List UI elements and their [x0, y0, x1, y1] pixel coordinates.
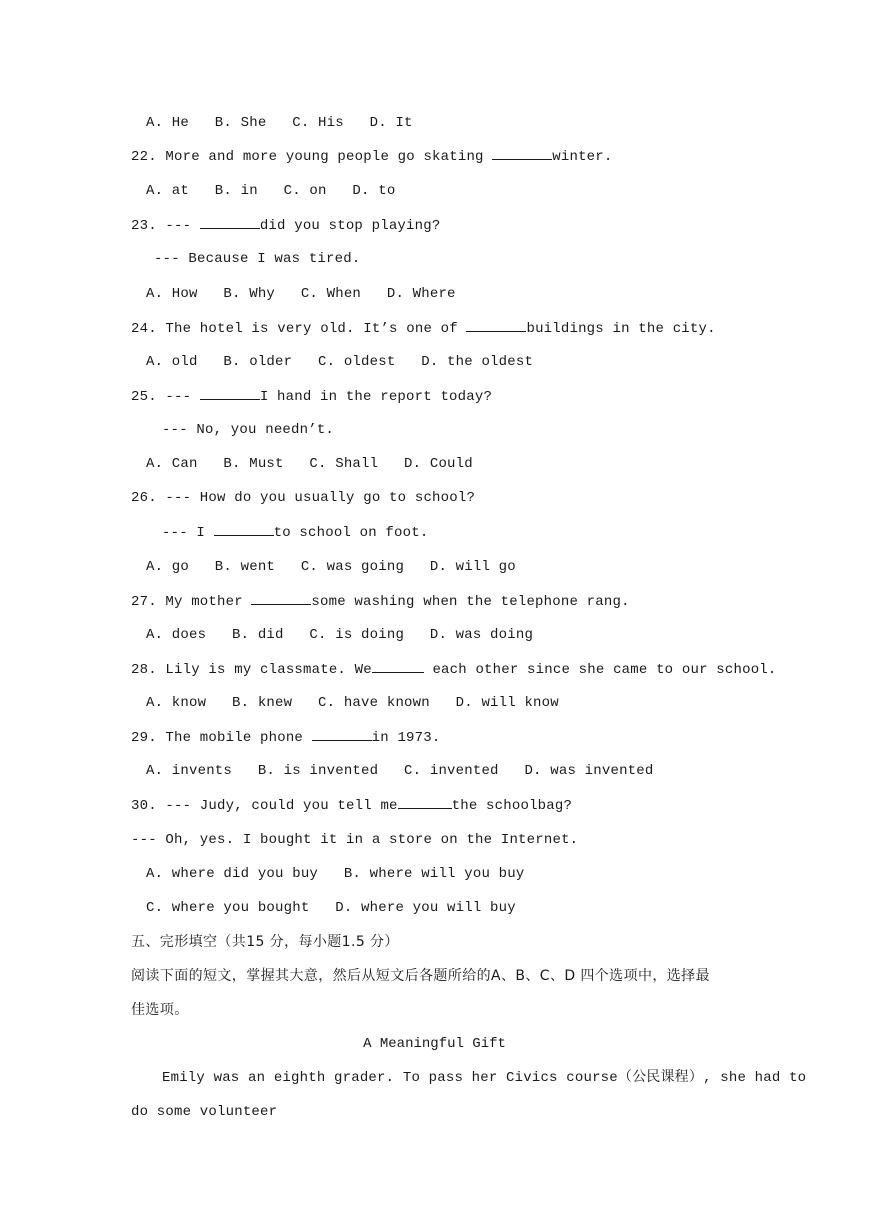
q30-stem [131, 796, 572, 815]
q25-reply: --- No, you needn’t. [162, 422, 335, 438]
q25-options: A. Can B. Must C. Shall D. Could [146, 456, 473, 472]
passage-line-1: Emily was an eighth grader. To pass her Civics course（公民课程）, she had to [162, 1070, 807, 1086]
q27-stem-pre: 27. My mother [131, 594, 252, 610]
q29-stem-pre: 29. The mobile phone [131, 730, 312, 746]
q29-blank [312, 728, 372, 741]
passage-line-2: do some volunteer [131, 1104, 278, 1120]
q28-stem-pre: 28. Lily is my classmate. We [131, 662, 372, 678]
q30-options-row-1: A. where did you buy B. where will you buy [146, 866, 525, 882]
q24-options: A. old B. older C. oldest D. the oldest [146, 354, 534, 370]
q26-reply-post: to school on foot. [273, 525, 429, 541]
q27-stem [131, 592, 630, 611]
q22-stem-pre: 22. More and more young people go skating [131, 149, 493, 165]
q22-stem-post: winter. [552, 149, 613, 165]
q23-stem-post: did you stop playing? [259, 218, 441, 234]
q23-blank [200, 216, 260, 229]
passage-title: A Meaningful Gift [363, 1036, 506, 1052]
q23-stem-pre: 23. --- [131, 218, 200, 234]
q26-stem: 26. --- How do you usually go to school? [131, 490, 476, 506]
q30-blank [398, 796, 452, 809]
q22-options: A. at B. in C. on D. to [146, 183, 396, 199]
q27-stem-post: some washing when the telephone rang. [311, 594, 630, 610]
q26-reply [162, 523, 428, 542]
q22-blank [492, 147, 552, 160]
section5-instruction-line-1: 阅读下面的短文，掌握其大意，然后从短文后各题所给的A、B、C、D 四个选项中，选择最 [131, 968, 710, 984]
q30-reply: --- Oh, yes. I bought it in a store on the Internet. [131, 832, 579, 848]
q28-stem-post: each other since she came to our school. [423, 662, 777, 678]
section5-heading: 五、完形填空（共15 分，每小题1.5 分） [131, 934, 399, 950]
q29-options: A. invents B. is invented C. invented D. was invented [146, 763, 654, 779]
q29-stem [131, 728, 440, 747]
q23-options: A. How B. Why C. When D. Where [146, 286, 456, 302]
q27-blank [251, 592, 311, 605]
q24-stem-post: buildings in the city. [526, 321, 716, 337]
q29-stem-post: in 1973. [371, 730, 441, 746]
q25-stem-post: I hand in the report today? [259, 389, 493, 405]
section5-instruction-line-2: 佳选项。 [131, 1002, 189, 1018]
q25-stem-pre: 25. --- [131, 389, 200, 405]
q28-blank [372, 660, 424, 673]
q25-stem [131, 387, 492, 406]
q24-stem [131, 319, 716, 338]
q25-blank [200, 387, 260, 400]
q24-blank [466, 319, 526, 332]
q30-options-row-2: C. where you bought D. where you will buy [146, 900, 516, 916]
q28-options: A. know B. knew C. have known D. will know [146, 695, 559, 711]
q24-stem-pre: 24. The hotel is very old. It’s one of [131, 321, 467, 337]
q26-blank [214, 523, 274, 536]
q23-reply: --- Because I was tired. [154, 251, 361, 267]
q26-reply-pre: --- I [162, 525, 214, 541]
q23-stem [131, 216, 440, 235]
q21-options: A. He B. She C. His D. It [146, 115, 413, 131]
q27-options: A. does B. did C. is doing D. was doing [146, 627, 534, 643]
q30-stem-post: the schoolbag? [451, 798, 573, 814]
q28-stem [131, 660, 777, 679]
q22-stem [131, 147, 612, 166]
q26-options: A. go B. went C. was going D. will go [146, 559, 516, 575]
q30-stem-pre: 30. --- Judy, could you tell me [131, 798, 398, 814]
